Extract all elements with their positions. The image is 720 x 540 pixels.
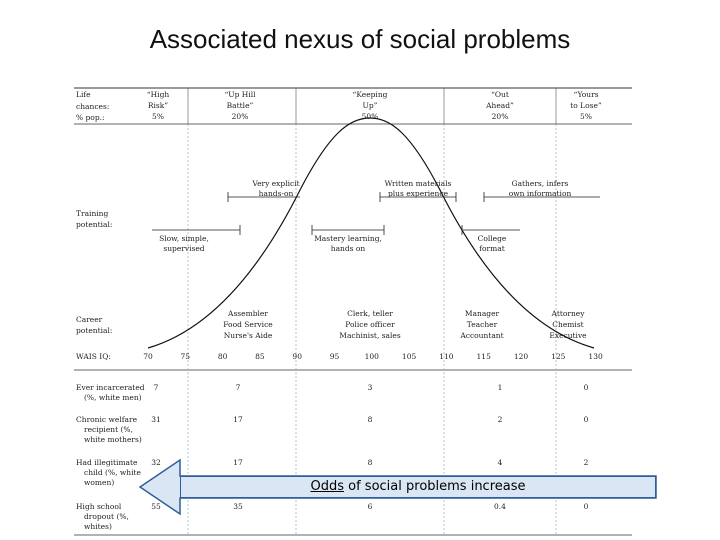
iq-tick-label: 105 bbox=[401, 352, 417, 361]
row-value-cell: 17 bbox=[233, 458, 243, 467]
training-upper-2-line1: Written materials bbox=[384, 179, 452, 188]
row-value-cell: 6 bbox=[367, 502, 373, 511]
iq-tick-label: 95 bbox=[329, 352, 340, 361]
iq-tick-label: 100 bbox=[364, 352, 379, 361]
row-value-cell: 7 bbox=[235, 383, 241, 392]
career-3-line1: Manager bbox=[464, 309, 500, 318]
career-1-line3: Nurse's Aide bbox=[223, 331, 273, 340]
iq-tick-label: 80 bbox=[217, 352, 228, 361]
life-col-5-pct: 5% bbox=[580, 112, 592, 121]
career-4-line3: Executive bbox=[549, 331, 587, 340]
career-4-line1: Attorney bbox=[551, 309, 585, 318]
row-value-cell: 4 bbox=[497, 458, 503, 467]
iq-tick-label: 90 bbox=[292, 352, 302, 361]
career-4-line2: Chemist bbox=[552, 320, 584, 329]
row-value-cell: 2 bbox=[497, 415, 503, 424]
row-value-cell: 32 bbox=[151, 458, 161, 467]
life-col-3-line2: Up” bbox=[362, 101, 378, 110]
iq-tick-label: 130 bbox=[588, 352, 603, 361]
row-2-label-3: white mothers) bbox=[84, 435, 142, 444]
row-value-cell: 17 bbox=[233, 415, 243, 424]
life-col-2-line2: Battle” bbox=[226, 101, 254, 110]
row-1-label-1: Ever incarcerated bbox=[76, 383, 145, 392]
row-2-label-2: recipient (%, bbox=[84, 425, 133, 434]
training-lower-2-line2: hands on bbox=[330, 244, 366, 253]
row-4-label-3: whites) bbox=[84, 522, 112, 531]
slide-title: Associated nexus of social problems bbox=[149, 24, 571, 54]
iq-tick-label: 115 bbox=[476, 352, 491, 361]
row-value-cell: 8 bbox=[367, 415, 373, 424]
career-1-line2: Food Service bbox=[223, 320, 273, 329]
row-2-label-1: Chronic welfare bbox=[76, 415, 138, 424]
row-3-label-3: women) bbox=[84, 478, 115, 487]
row-value-cell: 2 bbox=[583, 458, 589, 467]
life-col-5-line1: “Yours bbox=[573, 90, 599, 99]
iq-tick-label: 70 bbox=[143, 352, 153, 361]
row-value-cell: 31 bbox=[151, 415, 161, 424]
row-3-label-2: child (%, white bbox=[84, 468, 141, 477]
row-value-cell: 7 bbox=[153, 383, 159, 392]
career-label-2: potential: bbox=[76, 326, 113, 335]
life-col-4-pct: 20% bbox=[491, 112, 509, 121]
training-lower-1-line1: Slow, simple, bbox=[159, 234, 209, 243]
row-value-cell: 0.4 bbox=[494, 502, 506, 511]
career-label-1: Career bbox=[76, 315, 103, 324]
row-value-cell: 35 bbox=[233, 502, 243, 511]
life-col-1-pct: 5% bbox=[152, 112, 164, 121]
row-4-label-2: dropout (%, bbox=[84, 512, 129, 521]
row-value-cell: 8 bbox=[367, 458, 373, 467]
training-lower-2-line1: Mastery learning, bbox=[314, 234, 382, 243]
row-value-cell: 1 bbox=[497, 383, 503, 392]
training-upper-3-line1: Gathers, infers bbox=[511, 179, 569, 188]
training-label-2: potential: bbox=[76, 220, 113, 229]
life-col-3-pct: 50% bbox=[361, 112, 379, 121]
row-4-label-1: High school bbox=[76, 502, 122, 511]
career-2-line3: Machinist, sales bbox=[339, 331, 401, 340]
training-upper-3-line2: own information bbox=[508, 189, 572, 198]
odds-word: Odds bbox=[310, 479, 345, 494]
iq-tick-label: 75 bbox=[180, 352, 191, 361]
row-value-cell: 0 bbox=[583, 502, 589, 511]
life-col-2-pct: 20% bbox=[231, 112, 249, 121]
training-lower-3-line1: College bbox=[477, 234, 507, 243]
career-2-line1: Clerk, teller bbox=[347, 309, 393, 318]
life-col-5-line2: to Lose” bbox=[570, 101, 602, 110]
row-value-cell: 55 bbox=[151, 502, 161, 511]
career-3-line3: Accountant bbox=[460, 331, 504, 340]
training-label-1: Training bbox=[76, 209, 109, 218]
life-col-4-line2: Ahead” bbox=[486, 101, 514, 110]
row-value-cell: 0 bbox=[583, 415, 589, 424]
life-col-4-line1: “Out bbox=[491, 90, 509, 99]
row-3-label-1: Had illegitimate bbox=[76, 458, 138, 467]
training-lower-1-line2: supervised bbox=[163, 244, 205, 253]
odds-rest: of social problems increase bbox=[344, 479, 526, 494]
iq-tick-label: 125 bbox=[551, 352, 566, 361]
life-col-3-line1: “Keeping bbox=[352, 90, 388, 99]
odds-banner bbox=[180, 476, 656, 498]
row-value-cell: 0 bbox=[583, 383, 589, 392]
row-1-label-2: (%, white men) bbox=[84, 393, 142, 402]
training-upper-1-line1: Very explicit bbox=[252, 179, 300, 188]
life-label-1: Life bbox=[76, 90, 91, 99]
life-col-2-line1: “Up Hill bbox=[224, 90, 256, 99]
training-lower-3-line2: format bbox=[479, 244, 505, 253]
iq-tick-label: 85 bbox=[255, 352, 265, 361]
career-1-line1: Assembler bbox=[228, 309, 268, 318]
life-label-3: % pop.: bbox=[76, 113, 105, 122]
iq-label: WAIS IQ: bbox=[76, 352, 111, 361]
iq-tick-label: 110 bbox=[439, 352, 454, 361]
iq-tick-label: 120 bbox=[513, 352, 529, 361]
life-col-1-line2: Risk” bbox=[147, 101, 169, 110]
training-upper-2-line2: plus experience bbox=[387, 189, 449, 198]
row-value-cell: 3 bbox=[367, 383, 373, 392]
life-col-1-line1: “High bbox=[146, 90, 170, 99]
career-2-line2: Police officer bbox=[345, 320, 395, 329]
career-3-line2: Teacher bbox=[466, 320, 498, 329]
training-upper-1-line2: hands-on bbox=[258, 189, 294, 198]
life-label-2: chances: bbox=[76, 102, 110, 111]
